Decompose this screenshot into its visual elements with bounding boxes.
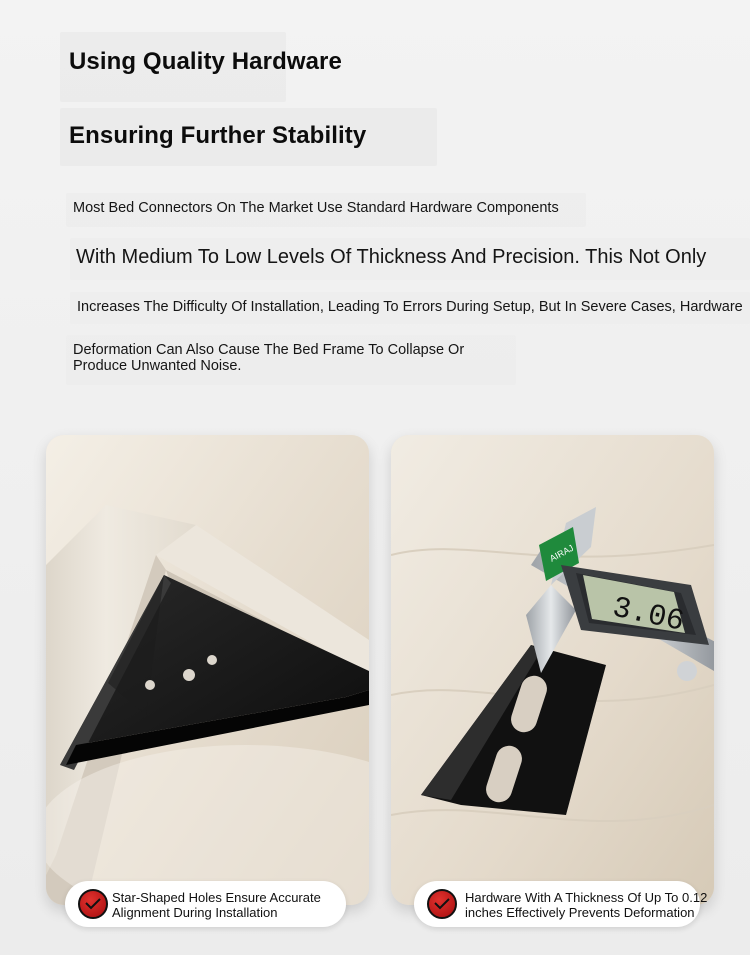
caption-line-2: inches Effectively Prevents Deformation xyxy=(465,905,695,920)
heading-quality-hardware: Using Quality Hardware xyxy=(69,48,342,75)
caption-line-1: Star-Shaped Holes Ensure Accurate xyxy=(112,890,321,905)
caption-pill-star-holes xyxy=(65,881,346,927)
caliper-measurement-illustration xyxy=(391,435,714,905)
description-line-3: Increases The Difficulty Of Installation, Leading To Errors During Setup, But In Severe Cases, Hardware xyxy=(77,299,743,315)
description-line-2: With Medium To Low Levels Of Thickness And Precision. This Not Only xyxy=(76,246,707,268)
description-line-1: Most Bed Connectors On The Market Use Standard Hardware Components xyxy=(73,200,559,216)
product-image-card-caliper xyxy=(391,435,714,905)
caption-line-2: Alignment During Installation xyxy=(112,905,278,920)
description-line-4a: Deformation Can Also Cause The Bed Frame To Collapse Or xyxy=(73,342,465,358)
check-badge-icon xyxy=(427,889,457,919)
product-image-card-corner-bracket xyxy=(46,435,369,905)
caption-line-1: Hardware With A Thickness Of Up To 0.12 xyxy=(465,890,708,905)
caliper-reading: 3.06 xyxy=(609,591,687,640)
caption-pill-thickness xyxy=(414,881,708,927)
caliper-brand-label: AIRAJ xyxy=(547,542,576,564)
corner-bracket-illustration xyxy=(46,435,369,905)
description-line-4b: Produce Unwanted Noise. xyxy=(73,358,242,374)
heading-further-stability: Ensuring Further Stability xyxy=(69,122,367,149)
check-badge-icon xyxy=(78,889,108,919)
